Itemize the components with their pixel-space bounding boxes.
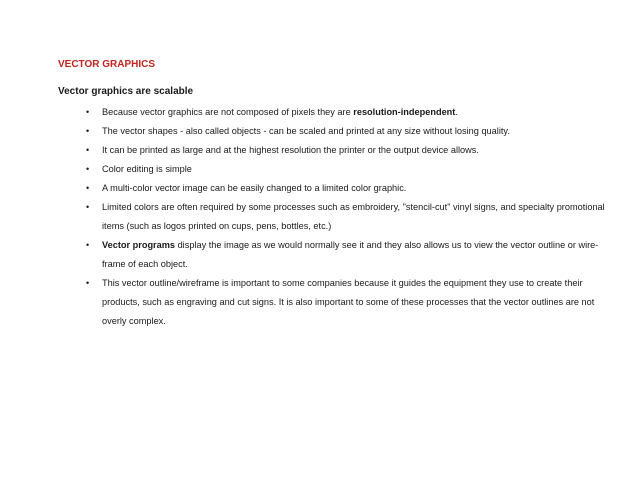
bullet-icon: • xyxy=(86,278,90,288)
bullet-text: It can be printed as large and at the highest resolution the printer or the output device allows. xyxy=(102,145,479,155)
bullet-text: A multi-color vector image can be easily changed to a limited color graphic. xyxy=(102,183,407,193)
bullet-item-scaled xyxy=(86,122,606,141)
page-title: VECTOR GRAPHICS xyxy=(58,59,156,70)
bullet-text: display the image as we would normally see it and they also allows us to view the vector outline or wire-frame of each object. xyxy=(102,240,599,269)
bullet-text: Because vector graphics are not composed of pixels they are xyxy=(102,107,354,117)
bullet-item-wireframe xyxy=(86,274,606,331)
bullet-item-multi-color xyxy=(86,179,606,198)
section-heading: Vector graphics are scalable xyxy=(58,86,194,97)
bullet-item-printed xyxy=(86,141,606,160)
bullet-item-resolution-independent xyxy=(86,103,606,122)
bullet-text: The vector shapes - also called objects - can be scaled and printed at any size without losing quality. xyxy=(102,126,510,136)
bullet-item-vector-programs xyxy=(86,236,606,274)
bullet-icon: • xyxy=(86,107,90,117)
bullet-bold-text: resolution-independent xyxy=(353,107,456,117)
bullet-icon: • xyxy=(86,183,90,193)
bullet-text: Limited colors are often required by some processes such as embroidery, "stencil-cut" vinyl signs, and specialty promotional items (such as logos printed on cups, pens, bottles, etc.) xyxy=(102,202,605,231)
bullet-bold-text: Vector programs xyxy=(102,240,176,250)
bullet-text-end: . xyxy=(455,107,458,117)
bullet-item-color-editing xyxy=(86,160,606,179)
bullet-text: Color editing is simple xyxy=(102,164,192,174)
bullet-icon: • xyxy=(86,126,90,136)
bullet-item-limited-colors xyxy=(86,198,606,236)
bullet-icon: • xyxy=(86,145,90,155)
bullet-icon: • xyxy=(86,202,90,212)
bullet-icon: • xyxy=(86,240,90,250)
bullet-text: This vector outline/wireframe is important to some companies because it guides the equipment they use to create their products, such as engraving and cut signs. It is also important to some of these processes that the vector outlines are not overly complex. xyxy=(102,278,595,326)
bullet-icon: • xyxy=(86,164,90,174)
bullet-list xyxy=(86,103,606,331)
